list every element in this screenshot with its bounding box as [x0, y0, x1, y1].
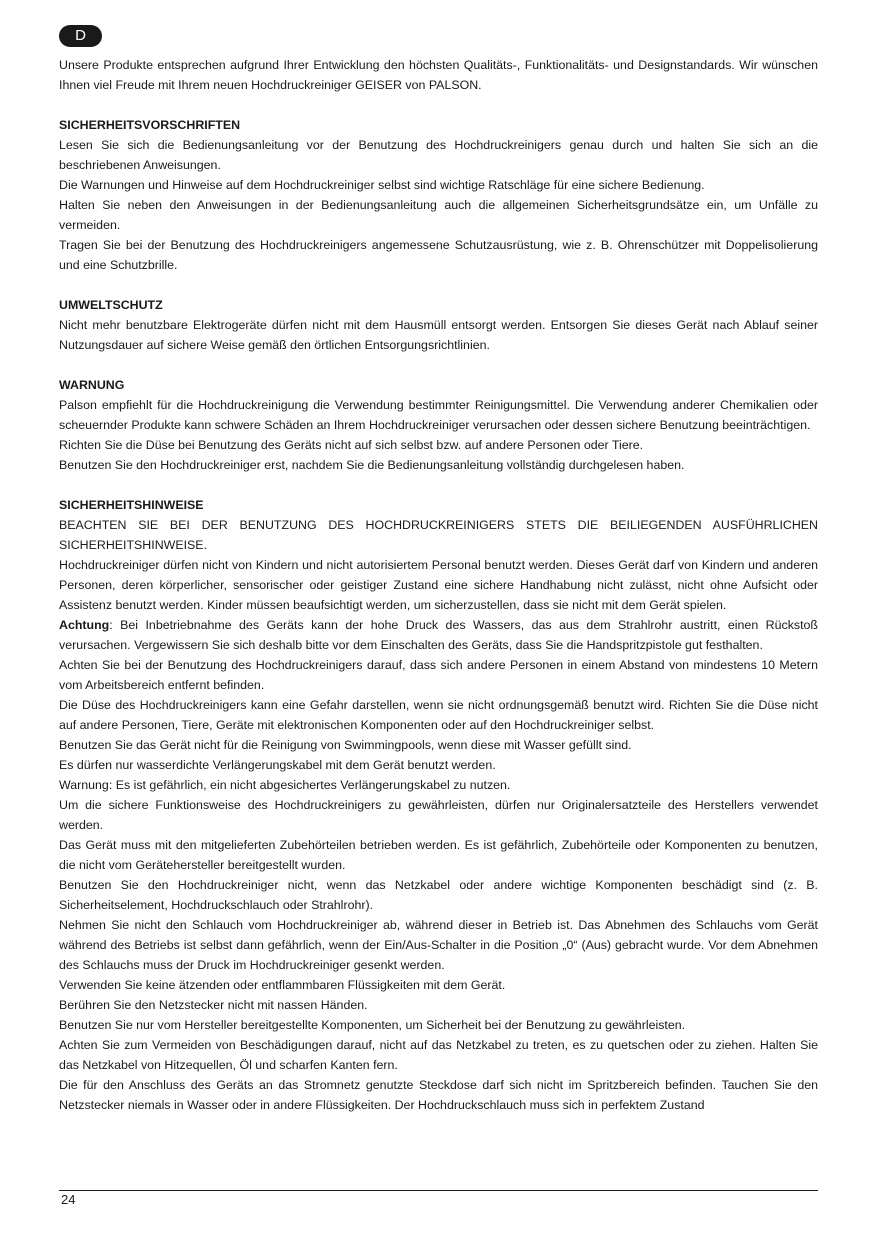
- paragraph: Das Gerät muss mit den mitgelieferten Zubehörteilen betrieben werden. Es ist gefährlich, Zubehörteile oder Komponenten zu benutzen, die nicht vom Gerätehersteller bereitgestellt wurden.: [59, 838, 818, 872]
- language-badge: D: [59, 25, 102, 47]
- paragraph: Nehmen Sie nicht den Schlauch vom Hochdruckreiniger ab, während dieser in Betrieb ist. Das Abnehmen des Schlauchs vom Gerät während des Betriebs ist selbst dann gefährlich, wenn der Ein/Aus-Schalter in die Position „0“ (Aus) gebracht wurde. Vor dem Abnehmen des Schlauchs muss der Druck im Hochdruckreiniger gesenkt werden.: [59, 918, 818, 972]
- paragraph: Achten Sie bei der Benutzung des Hochdruckreinigers darauf, dass sich andere Personen in einem Abstand von mindestens 10 Metern vom Arbeitsbereich entfernt befinden.: [59, 658, 818, 692]
- page-number: 24: [61, 1192, 76, 1207]
- paragraph: Die Düse des Hochdruckreinigers kann eine Gefahr darstellen, wenn sie nicht ordnungsgemäß benutzt wird. Richten Sie die Düse nicht auf andere Personen, Tiere, Geräte mit elektronischen Komponenten oder auf den Hochdruckreiniger selbst.: [59, 698, 818, 732]
- paragraph: Die Warnungen und Hinweise auf dem Hochdruckreiniger selbst sind wichtige Ratschläge für eine sichere Bedienung.: [59, 178, 705, 192]
- paragraph: Hochdruckreiniger dürfen nicht von Kindern und nicht autorisiertem Personal benutzt werden. Dieses Gerät darf von Kindern und anderen Personen, deren körperlicher, sensorischer oder geistiger Zustand eine sichere Handhabung nicht zulässt, nicht ohne Aufsicht oder Assistenz benutzt werden. Kinder müssen beaufsichtigt werden, um sicherzustellen, dass sie nicht mit dem Gerät spielen.: [59, 558, 818, 612]
- paragraph: Benutzen Sie den Hochdruckreiniger nicht, wenn das Netzkabel oder andere wichtige Komponenten beschädigt sind (z. B. Sicherheitselement, Hochdruckschlauch oder Strahlrohr).: [59, 878, 818, 912]
- paragraph: Berühren Sie den Netzstecker nicht mit nassen Händen.: [59, 998, 368, 1012]
- paragraph: Benutzen Sie nur vom Hersteller bereitgestellte Komponenten, um Sicherheit bei der Benutzung zu gewährleisten.: [59, 1018, 686, 1032]
- paragraph: Die für den Anschluss des Geräts an das Stromnetz genutzte Steckdose darf sich nicht im Spritzbereich befinden. Tauchen Sie den Netzstecker niemals in Wasser oder in andere Flüssigkeiten. Der Hochdruckschlauch muss sich in perfektem Zustand: [59, 1078, 818, 1112]
- section-sicherheitsvorschriften: [59, 115, 818, 275]
- paragraph: Achten Sie zum Vermeiden von Beschädigungen darauf, nicht auf das Netzkabel zu treten, es zu quetschen oder zu ziehen. Halten Sie das Netzkabel von Hitzequellen, Öl und scharfen Kanten fern.: [59, 1038, 818, 1072]
- section-warnung: [59, 375, 818, 475]
- paragraph: Halten Sie neben den Anweisungen in der Bedienungsanleitung auch die allgemeinen Sicherheitsgrundsätze ein, um Unfälle zu vermeiden.: [59, 198, 818, 232]
- achtung-text: : Bei Inbetriebnahme des Geräts kann der hohe Druck des Wassers, das aus dem Strahlrohr austritt, einen Rückstoß verursachen. Vergewissern Sie sich deshalb bitte vor dem Einschalten des Geräts, dass Sie die Handspritzpistole gut festhalten.: [59, 618, 818, 652]
- paragraph: Verwenden Sie keine ätzenden oder entflammbaren Flüssigkeiten mit dem Gerät.: [59, 978, 506, 992]
- achtung-paragraph: [59, 615, 818, 655]
- section-umweltschutz: [59, 295, 818, 355]
- paragraph: Benutzen Sie den Hochdruckreiniger erst, nachdem Sie die Bedienungsanleitung vollständig durchgelesen haben.: [59, 458, 685, 472]
- paragraph: Nicht mehr benutzbare Elektrogeräte dürfen nicht mit dem Hausmüll entsorgt werden. Entsorgen Sie dieses Gerät nach Ablauf seiner Nutzungsdauer auf sichere Weise gemäß den örtlichen Entsorgungsrichtlinien.: [59, 318, 818, 352]
- page-content: [59, 55, 818, 1115]
- paragraph: Tragen Sie bei der Benutzung des Hochdruckreinigers angemessene Schutzausrüstung, wie z. B. Ohrenschützer mit Doppelisolierung und eine Schutzbrille.: [59, 238, 818, 272]
- paragraph: BEACHTEN SIE BEI DER BENUTZUNG DES HOCHDRUCKREINIGERS STETS DIE BEILIEGENDEN AUSFÜHRLICHEN SICHERHEITSHINWEISE.: [59, 518, 818, 552]
- paragraph: Benutzen Sie das Gerät nicht für die Reinigung von Swimmingpools, wenn diese mit Wasser gefüllt sind.: [59, 738, 632, 752]
- footer-divider: [59, 1190, 818, 1191]
- paragraph: Es dürfen nur wasserdichte Verlängerungskabel mit dem Gerät benutzt werden.: [59, 758, 496, 772]
- paragraph: Richten Sie die Düse bei Benutzung des Geräts nicht auf sich selbst bzw. auf andere Personen oder Tiere.: [59, 438, 644, 452]
- section-heading: UMWELTSCHUTZ: [59, 298, 163, 312]
- paragraph: Warnung: Es ist gefährlich, ein nicht abgesichertes Verlängerungskabel zu nutzen.: [59, 778, 511, 792]
- paragraph: Um die sichere Funktionsweise des Hochdruckreinigers zu gewährleisten, dürfen nur Originalersatzteile des Herstellers verwendet werden.: [59, 798, 818, 832]
- paragraph: Palson empfiehlt für die Hochdruckreinigung die Verwendung bestimmter Reinigungsmittel. Die Verwendung anderer Chemikalien oder scheuernder Produkte kann schwere Schäden an Ihrem Hochdruckreiniger verursachen oder dessen sichere Benutzung beeinträchtigen.: [59, 398, 818, 432]
- section-heading: WARNUNG: [59, 378, 125, 392]
- section-sicherheitshinweise: [59, 495, 818, 1115]
- intro-paragraph: Unsere Produkte entsprechen aufgrund Ihrer Entwicklung den höchsten Qualitäts-, Funktionalitäts- und Designstandards. Wir wünschen Ihnen viel Freude mit Ihrem neuen Hochdruckreiniger GEISER von PALSON.: [59, 58, 818, 92]
- paragraph: Lesen Sie sich die Bedienungsanleitung vor der Benutzung des Hochdruckreinigers genau durch und halten Sie sich an die beschriebenen Anweisungen.: [59, 138, 818, 172]
- section-heading: SICHERHEITSVORSCHRIFTEN: [59, 118, 241, 132]
- section-heading: SICHERHEITSHINWEISE: [59, 498, 204, 512]
- achtung-label: Achtung: [59, 618, 110, 632]
